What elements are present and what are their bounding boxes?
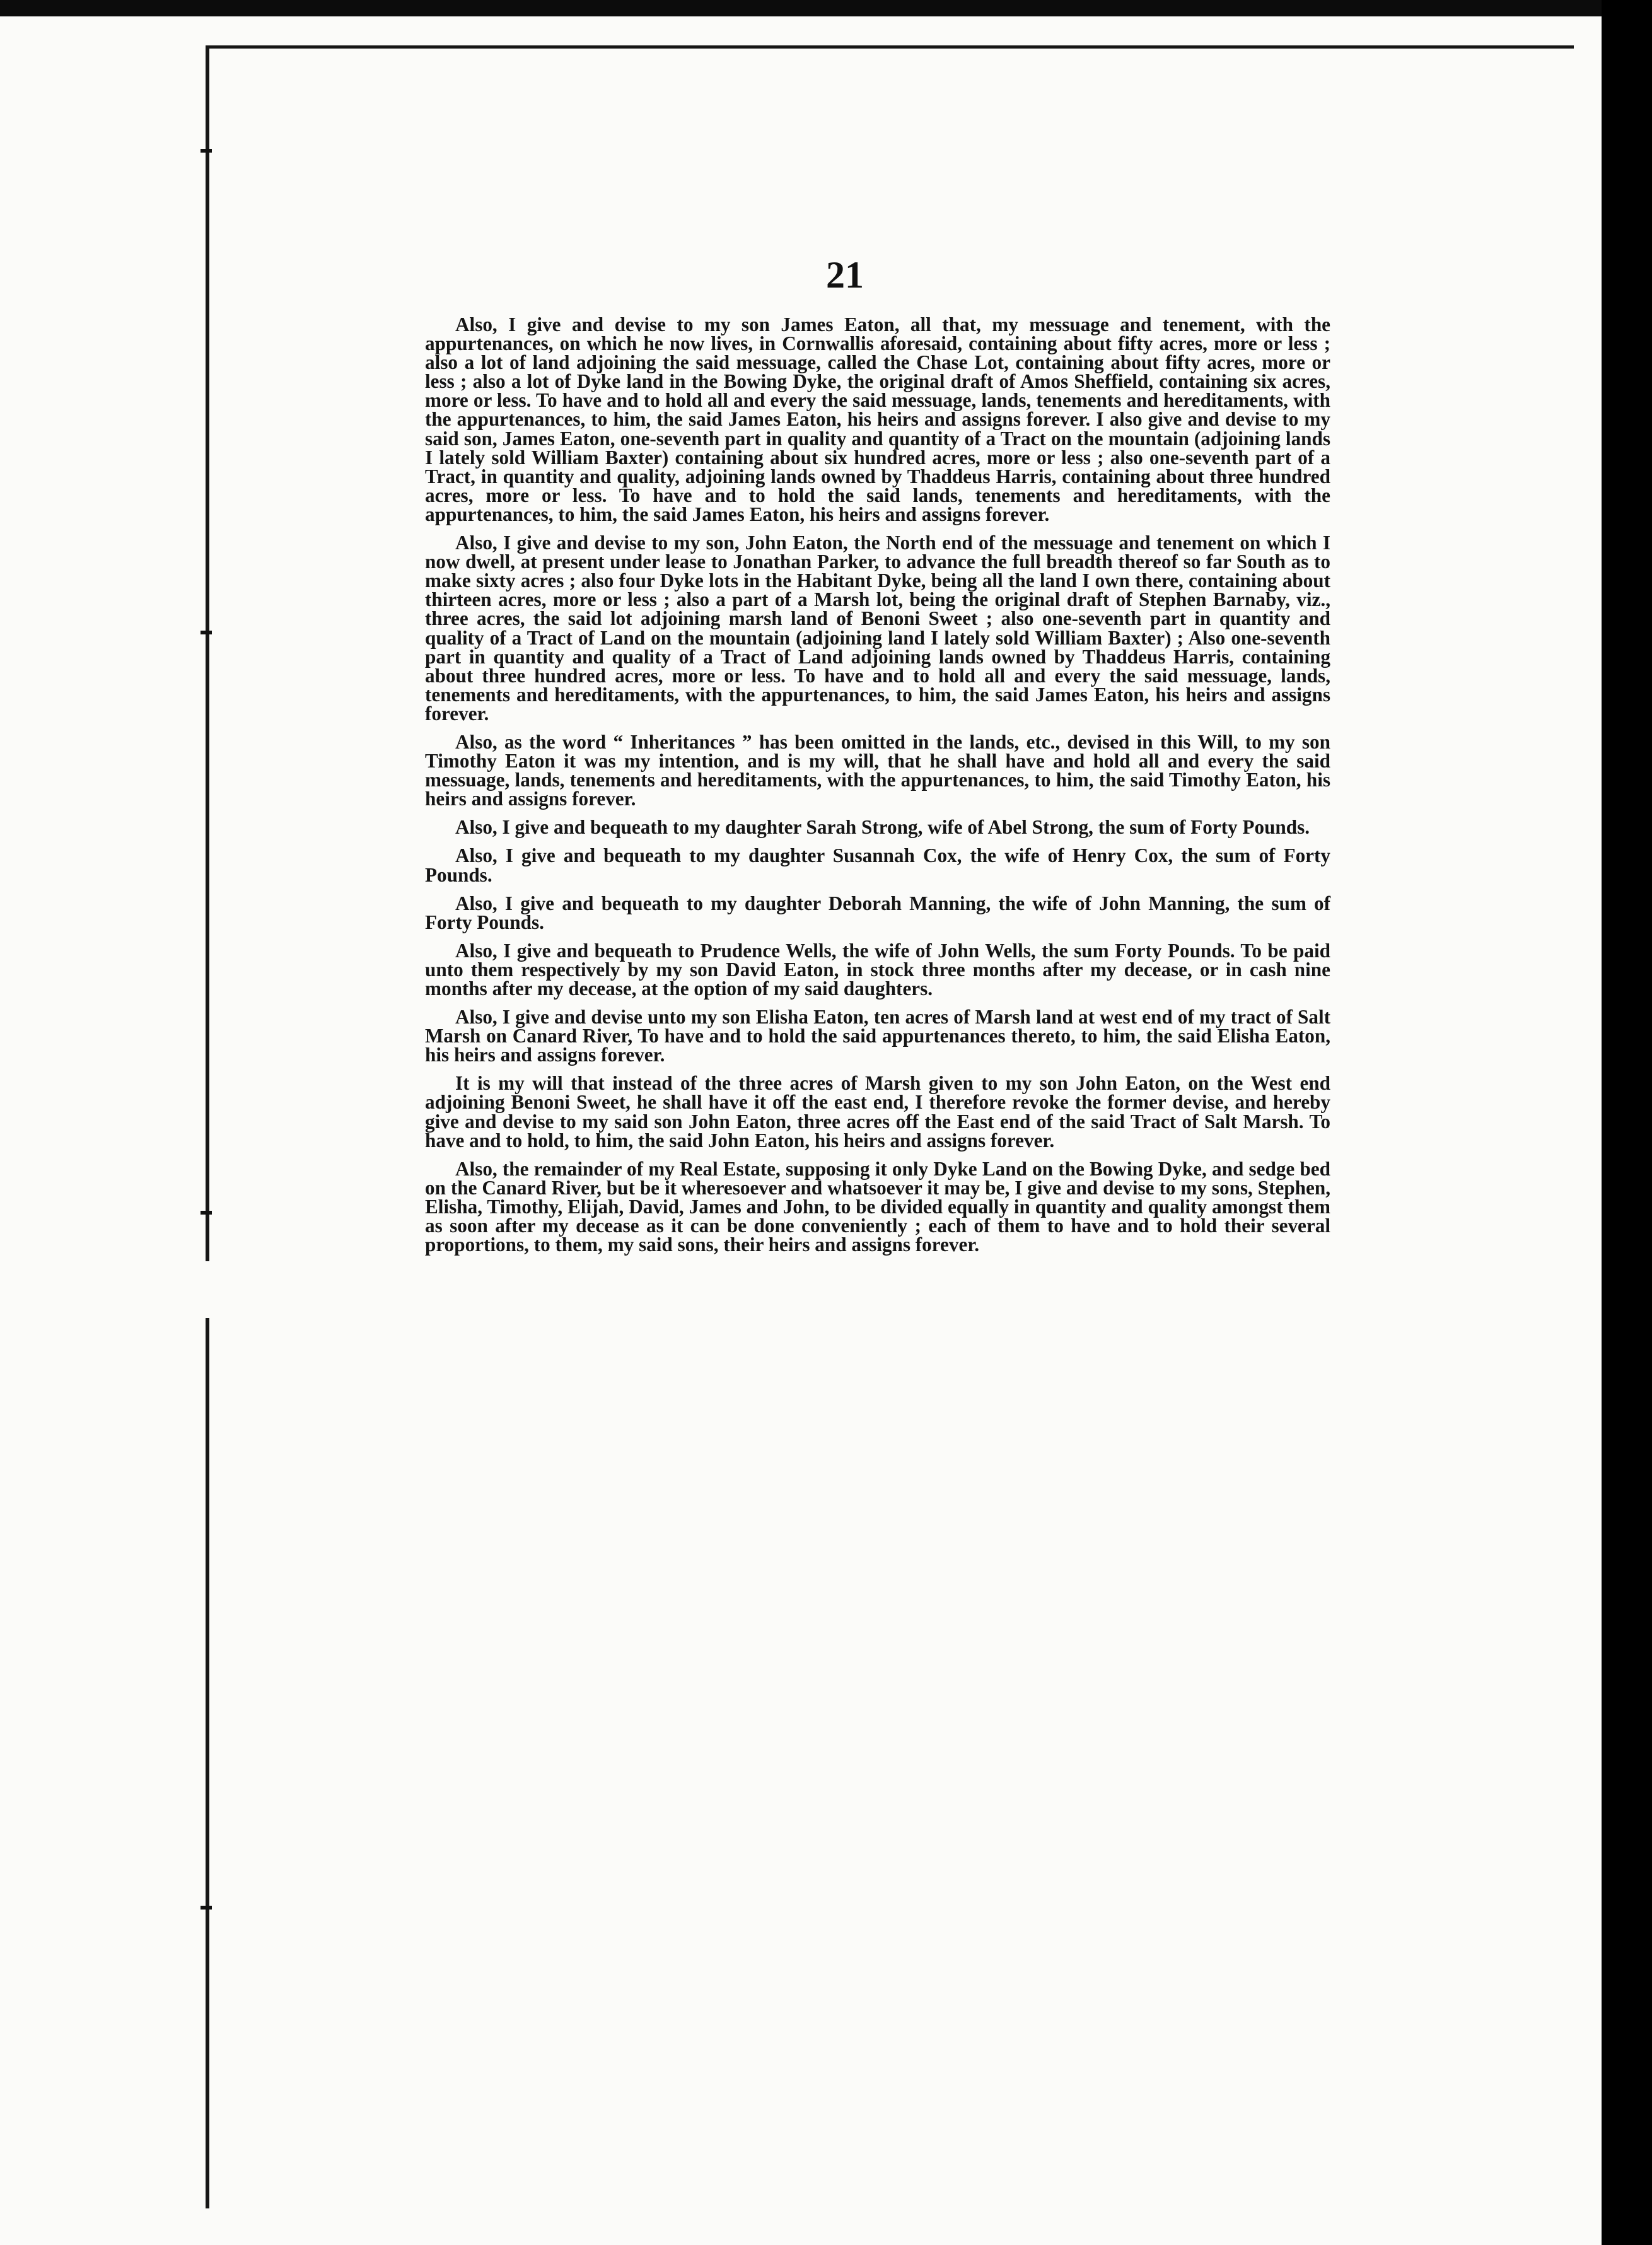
paragraph-deborah-manning: Also, I give and bequeath to my daughter Deborah Manning, the wife of John Manning, the sum of Forty Pounds. [425,892,1330,933]
paragraph-sarah-strong: Also, I give and bequeath to my daughter Sarah Strong, wife of Abel Strong, the sum of Forty Pounds. [455,816,1310,839]
binding-gap [203,1261,212,1318]
paragraph-john-eaton: Also, I give and devise to my son, John Eaton, the North end of the messuage and tenement on which I now dwell, at present under lease to Jonathan Parker, to advance the full breadth thereof so far South as to make sixty acres ; also four Dyke lots in the Habitant Dyke, being all the land I own there, containing about thirteen acres, more or less ; also a part of a Marsh lot, being the original draft of Stephen Barnaby, viz., three acres, the said lot adjoining marsh land of Benoni Sweet ; also one-seventh part in quantity and quality of a Tract of Land on the mountain (adjoining land I lately sold William Baxter) ; Also one-seventh part in quantity and quality of a Tract of Land adjoining lands owned by Thaddeus Harris, containing about three hundred acres, more or less. To have and to hold all and every the said messuage, lands, tenements and hereditaments, with the appurtenances, to him, the said James Eaton, his heirs and assigns forever. [425,532,1330,725]
paragraph-timothy-eaton: Also, as the word “ Inheritances ” has been omitted in the lands, etc., devised in this Will, to my son Timothy Eaton it was my intention, and is my will, that he shall have and hold all and every the said messuage, lands, tenements and hereditaments, with the appurtenances, to him, the said Timothy Eaton, his heirs and assigns forever. [425,730,1330,810]
paragraph-remainder: Also, the remainder of my Real Estate, supposing it only Dyke Land on the Bowing Dyke, and sedge bed on the Canard River, but be it wheresoever and whatsoever it may be, I give and devise to my sons, Stephen, Elisha, Timothy, Elijah, David, James and John, to be divided equally in quantity and quality amongst them as soon after my decease as it can be done conveniently ; each of them to have and to hold their several proportions, to them, my said sons, their heirs and assigns forever. [425,1157,1330,1256]
paragraph-james-eaton: Also, I give and devise to my son James Eaton, all that, my messuage and tenement, with the appurtenances, on which he now lives, in Cornwallis aforesaid, containing about fifty acres, more or less ; also a lot of land adjoining the said messuage, called the Chase Lot, containing about fifty acres, more or less ; also a lot of Dyke land in the Bowing Dyke, the original draft of Amos Sheffield, containing six acres, more or less. To have and to hold all and every the said messuage, lands, tenements and hereditaments, with the appurtenances, to him, the said James Eaton, his heirs and assigns forever. I also give and devise to my said son, James Eaton, one-seventh part in quality and quantity of a Tract on the mountain (adjoining lands I lately sold William Baxter) containing about six hundred acres, more or less ; also one-seventh part of a Tract, in quantity and quality, adjoining lands owned by Thaddeus Harris, containing about three hundred acres, more or less. To have and to hold the said lands, tenements and hereditaments, with the appurtenances, to him, the said James Eaton, his heirs and assigns forever. [425,313,1330,525]
binding-mark [201,631,212,634]
paragraph-elisha-eaton: Also, I give and devise unto my son Elisha Eaton, ten acres of Marsh land at west end of my tract of Salt Marsh on Canard River, To have and to hold the said appurtenances thereto, to him, the said Elisha Eaton, his heirs and assigns forever. [425,1006,1330,1066]
binding-mark [201,1211,212,1215]
binding-mark [201,1906,212,1910]
paragraph-susannah-cox: Also, I give and bequeath to my daughter Susannah Cox, the wife of Henry Cox, the sum of Forty Pounds. [425,844,1330,886]
page-number: 21 [826,254,864,296]
paragraph-prudence-wells: Also, I give and bequeath to Prudence Wells, the wife of John Wells, the sum Forty Pounds. To be paid unto them respectively by my son David Eaton, in stock three months after my decease, or in cash nine months after my decease, at the option of my said daughters. [425,939,1330,1000]
paragraph-revocation: It is my will that instead of the three acres of Marsh given to my son John Eaton, on the West end adjoining Benoni Sweet, he shall have it off the east end, I therefore revoke the former devise, and hereby give and devise to my said son John Eaton, three acres off the East end of the said Tract of Salt Marsh. To have and to hold, to him, the said John Eaton, his heirs and assigns forever. [425,1072,1330,1152]
scan-top-edge [0,0,1602,16]
scan-right-edge [1602,0,1652,2245]
will-text [425,315,1330,1264]
binding-mark [201,149,212,153]
